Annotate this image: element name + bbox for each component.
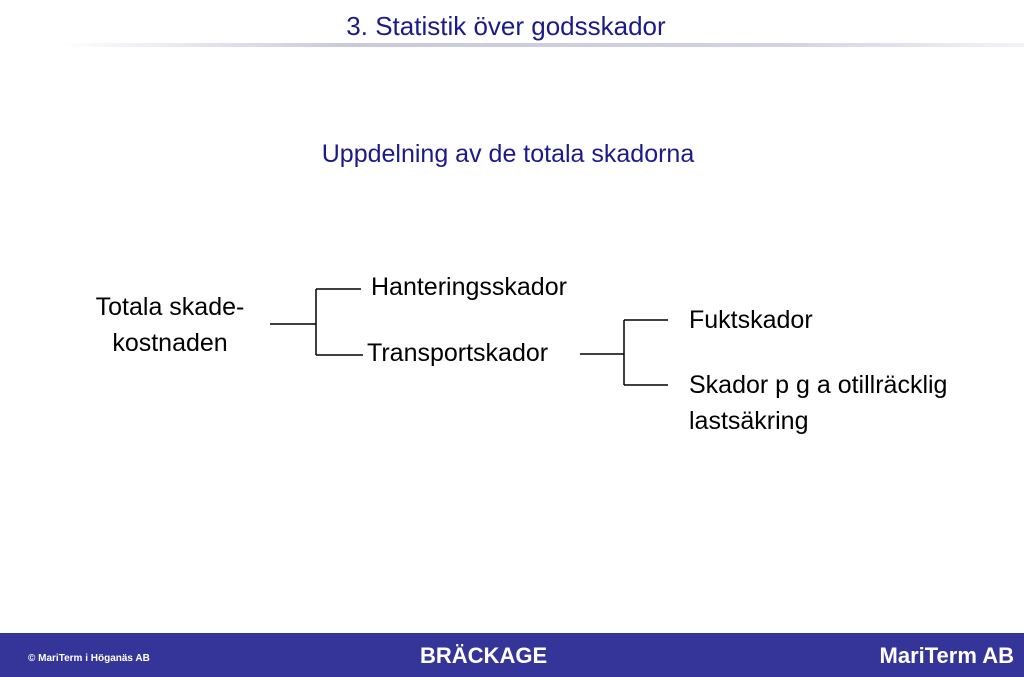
slide-subtitle: Uppdelning av de totala skadorna xyxy=(321,140,695,168)
slide-title: 3. Statistik över godsskador xyxy=(346,11,666,41)
footer-copyright: © MariTerm i Höganäs AB xyxy=(28,653,150,664)
footer-section-title: BRÄCKAGE xyxy=(420,643,548,668)
footer-bar xyxy=(0,633,1024,677)
node-transportskador: Transportskador xyxy=(367,339,549,367)
node-lastsakring: Skador p g a otillräcklig lastsäkring xyxy=(689,371,948,435)
footer-brand-logo: MariTerm AB xyxy=(879,643,1014,668)
node-fuktskador: Fuktskador xyxy=(689,306,813,334)
root-node: Totala skade-kostnaden xyxy=(95,293,245,357)
node-hanteringsskador: Hanteringsskador xyxy=(371,273,567,301)
